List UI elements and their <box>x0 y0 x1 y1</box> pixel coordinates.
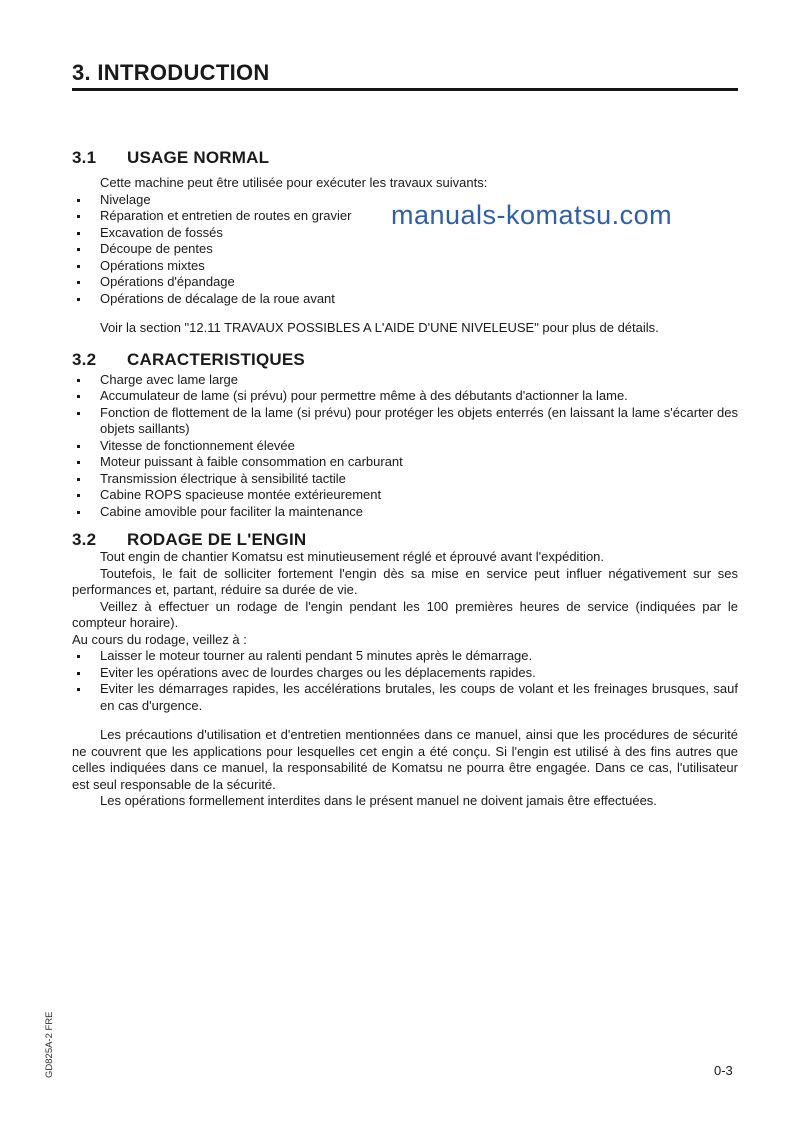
list-item <box>72 258 738 275</box>
list-item-text: Réparation et entretien de routes en gravier <box>100 208 352 223</box>
list-item-text: Opérations d'épandage <box>100 274 235 289</box>
list-item-text: Excavation de fossés <box>100 224 223 240</box>
bullet-square-icon <box>77 265 80 268</box>
list-item-text: Eviter les opérations avec de lourdes charges ou les déplacements rapides. <box>100 664 536 680</box>
section-heading-usage-normal <box>72 148 738 167</box>
list-item-text: Eviter les démarrages rapides, les accélérations brutales, les coups de volant et les freinages brusques, sauf en cas d'urgence. <box>100 681 738 713</box>
bullet-square-icon <box>77 445 80 448</box>
paragraph-forbidden-operations: Les opérations formellement interdites dans le présent manuel ne doivent jamais être effectuées. <box>100 793 657 808</box>
bullet-cell <box>72 471 100 488</box>
page-number: 0-3 <box>714 1063 733 1078</box>
bullet-cell <box>72 241 100 258</box>
bullet-cell <box>72 681 100 714</box>
section-label: USAGE NORMAL <box>127 148 270 167</box>
list-item <box>72 665 738 682</box>
page-title: 3. INTRODUCTION <box>72 60 738 91</box>
list-item-text: Laisser le moteur tourner au ralenti pendant 5 minutes après le démarrage. <box>100 648 533 663</box>
list-item <box>72 291 738 308</box>
bullet-square-icon <box>77 494 80 497</box>
paragraph-lead-in: Au cours du rodage, veillez à : <box>72 631 247 647</box>
bullet-cell <box>72 665 100 682</box>
bullet-cell <box>72 388 100 405</box>
bullet-square-icon <box>77 478 80 481</box>
bullet-cell <box>72 258 100 275</box>
list-item-text: Opérations mixtes <box>100 257 205 273</box>
list-item-text: Cabine amovible pour faciliter la maintenance <box>100 503 364 519</box>
footer-model-code: GD825A-2 FRE <box>44 1011 55 1078</box>
page-content <box>72 60 738 810</box>
list-item <box>72 471 738 488</box>
bullet-cell <box>72 405 100 438</box>
list-item <box>72 438 738 455</box>
paragraph-safety: Les précautions d'utilisation et d'entretien mentionnées dans ce manuel, ainsi que les procédures de sécurité ne couvrent que les applications pour lesquelles cet engin a été conçu. Si l'engin est utilisé à des fins autres que celles indiquées dans ce manuel, la responsabilité de Komatsu ne pourra être engagée. Dans ce cas, l'utilisateur est seul responsable de la sécurité. <box>72 727 738 792</box>
list-item-text: Opérations de décalage de la roue avant <box>100 290 335 306</box>
bullet-cell <box>72 648 100 665</box>
bullet-square-icon <box>77 461 80 464</box>
bullet-cell <box>72 291 100 308</box>
list-item <box>72 504 738 521</box>
list-item <box>72 648 738 665</box>
list-item-text: Découpe de pentes <box>100 241 213 256</box>
list-item-text: Nivelage <box>100 191 151 207</box>
rodage-bullet-list <box>72 648 738 714</box>
section-number: 3.1 <box>72 148 97 167</box>
list-item <box>72 372 738 389</box>
list-item <box>72 487 738 504</box>
features-bullet-list <box>72 372 738 521</box>
bullet-cell <box>72 438 100 455</box>
bullet-square-icon <box>77 688 80 691</box>
list-item <box>72 274 738 291</box>
list-item <box>72 454 738 471</box>
section-heading-caracteristiques <box>72 350 738 369</box>
bullet-square-icon <box>77 395 80 398</box>
bullet-square-icon <box>77 655 80 658</box>
bullet-square-icon <box>77 248 80 251</box>
bullet-square-icon <box>77 511 80 514</box>
paragraph: Toutefois, le fait de solliciter fortement l'engin dès sa mise en service peut influer négativement sur ses performances et, partant, réduire sa durée de vie. <box>72 565 738 597</box>
list-item-text: Transmission électrique à sensibilité tactile <box>100 470 346 486</box>
bullet-cell <box>72 208 100 225</box>
bullet-cell <box>72 487 100 504</box>
list-item-text: Fonction de flottement de la lame (si prévu) pour protéger les objets enterrés (en laissant la lame s'écarter des objets saillants) <box>100 404 738 436</box>
bullet-square-icon <box>77 379 80 382</box>
bullet-cell <box>72 504 100 521</box>
list-item-text: Cabine ROPS spacieuse montée extérieurement <box>100 487 382 502</box>
bullet-square-icon <box>77 672 80 675</box>
list-item-text: Moteur puissant à faible consommation en carburant <box>100 454 403 469</box>
section-heading-rodage <box>72 530 738 549</box>
bullet-cell <box>72 192 100 209</box>
list-item <box>72 241 738 258</box>
bullet-square-icon <box>77 199 80 202</box>
bullet-cell <box>72 225 100 242</box>
section-number: 3.2 <box>72 349 97 369</box>
paragraph-see-section-note: Voir la section "12.11 TRAVAUX POSSIBLES A L'AIDE D'UNE NIVELEUSE" pour plus de détails. <box>100 320 659 335</box>
bullet-cell <box>72 372 100 389</box>
bullet-square-icon <box>77 215 80 218</box>
list-item <box>72 405 738 438</box>
section-number: 3.2 <box>72 530 97 549</box>
bullet-square-icon <box>77 281 80 284</box>
bullet-square-icon <box>77 298 80 301</box>
paragraph: Veillez à effectuer un rodage de l'engin pendant les 100 premières heures de service (indiquées par le compteur horaire). <box>72 598 738 630</box>
list-item-text: Vitesse de fonctionnement élevée <box>100 437 295 453</box>
bullet-cell <box>72 454 100 471</box>
paragraph: Tout engin de chantier Komatsu est minutieusement réglé et éprouvé avant l'expédition. <box>100 549 605 564</box>
list-item-text: Accumulateur de lame (si prévu) pour permettre même à des débutants d'actionner la lame. <box>100 388 628 403</box>
section-label: CARACTERISTIQUES <box>127 349 305 369</box>
section-label: RODAGE DE L'ENGIN <box>127 530 307 549</box>
paragraph-intro: Cette machine peut être utilisée pour exécuter les travaux suivants: <box>100 175 488 190</box>
list-item-text: Charge avec lame large <box>100 371 239 387</box>
bullet-square-icon <box>77 232 80 235</box>
list-item <box>72 681 738 714</box>
watermark-manuals-komatsu: manuals-komatsu.com <box>391 200 673 230</box>
bullet-square-icon <box>77 412 80 415</box>
bullet-cell <box>72 274 100 291</box>
list-item <box>72 388 738 405</box>
